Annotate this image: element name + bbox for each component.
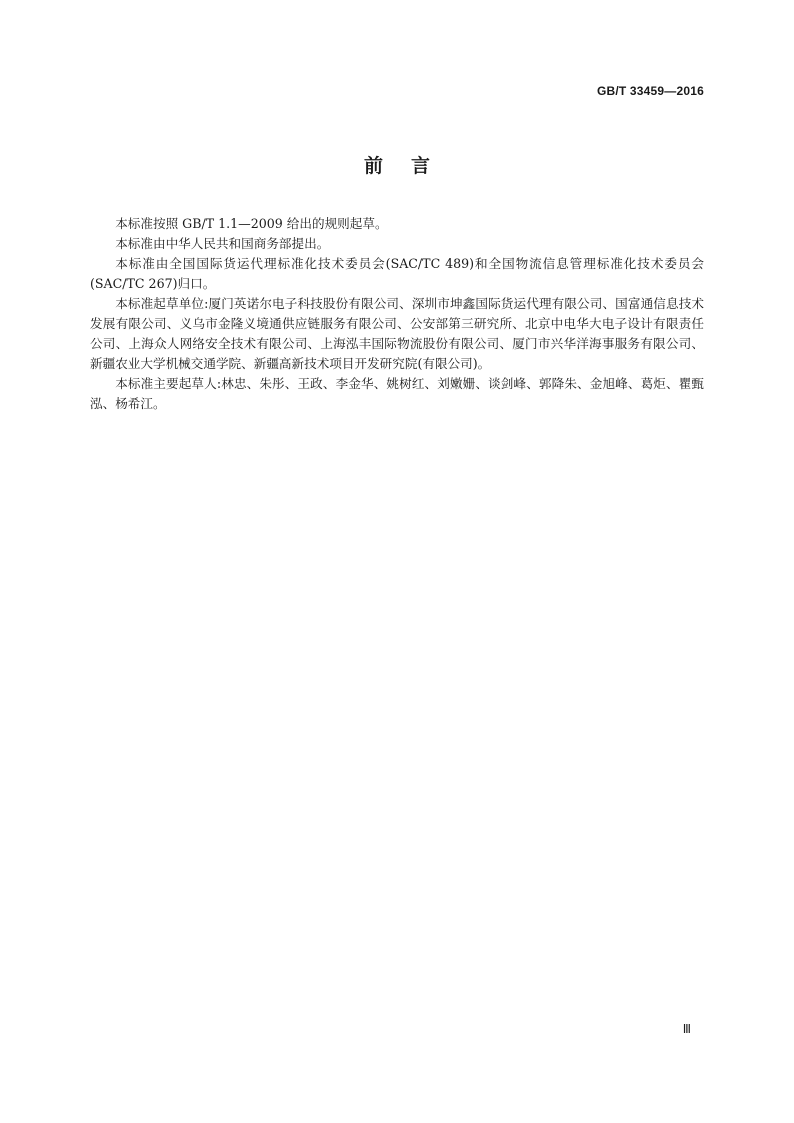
section-title: 前言	[363, 155, 458, 177]
paragraph-proposer: 本标准由中华人民共和国商务部提出。	[115, 236, 330, 251]
paragraph-drafting-rules: 本标准按照 GB/T 1.1—2009 给出的规则起草。	[115, 216, 388, 231]
paragraph-drafters: 本标准主要起草人:林忠、朱彤、王政、李金华、姚树红、刘嫩姗、谈剑峰、郭降朱、金旭峰、葛炬、瞿甄泓、杨希江。	[90, 376, 704, 411]
paragraph-technical-committee: 本标准由全国国际货运代理标准化技术委员会(SAC/TC 489)和全国物流信息管理标准化技术委员会(SAC/TC 267)归口。	[90, 256, 704, 291]
foreword-body	[90, 214, 704, 414]
paragraph-drafting-organizations: 本标准起草单位:厦门英诺尔电子科技股份有限公司、深圳市坤鑫国际货运代理有限公司、国富通信息技术发展有限公司、义乌市金隆义境通供应链服务有限公司、公安部第三研究所、北京中电华大电子设计有限责任公司、上海众人网络安全技术有限公司、上海泓丰国际物流股份有限公司、厦门市兴华洋海事服务有限公司、新疆农业大学机械交通学院、新疆高新技术项目开发研究院(有限公司)。	[90, 296, 704, 371]
page-number: Ⅲ	[682, 1022, 691, 1036]
standard-code: GB/T 33459—2016	[596, 84, 704, 98]
